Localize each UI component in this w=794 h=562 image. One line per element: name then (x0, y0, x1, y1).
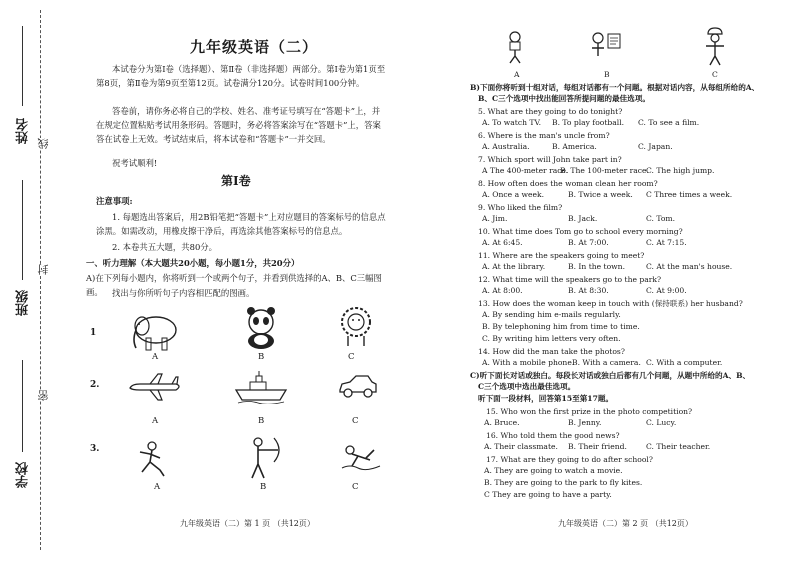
car-icon (338, 372, 378, 400)
option-b[interactable]: B. The 100-meter race. (560, 166, 649, 175)
archer-icon (244, 436, 284, 480)
option-label-a: A (514, 70, 520, 79)
option-b[interactable]: B. They are going to the park to fly kites. (484, 478, 643, 487)
question-number: 2. (90, 380, 100, 390)
part-c-direction: C)听下面长对话或独白。每段长对话或独白后都有几个问题，从题中所给的A、B、 (470, 371, 751, 380)
option-a[interactable]: A. Australia. (482, 142, 530, 151)
option-b[interactable]: B. Jenny. (568, 418, 602, 427)
part-c-direction-2: C三个选项中选出最佳选项。 (478, 382, 576, 391)
option-a[interactable]: A. At 6:45. (482, 238, 523, 247)
option-label-b: B (258, 416, 265, 426)
option-c[interactable]: C. At 9:00. (646, 286, 687, 295)
option-a[interactable]: A. Bruce. (484, 418, 520, 427)
option-c[interactable]: C. At 7:15. (646, 238, 687, 247)
part-a-direction-2: 找出与你所听句子内容相匹配的图画。 (112, 288, 255, 298)
option-b[interactable]: B. Jack. (568, 214, 598, 223)
option-label-c: C (348, 352, 355, 362)
page-footer: 九年级英语（二）第 2 页 （共12页） (558, 519, 693, 528)
option-c[interactable]: C. By writing him letters very often. (482, 334, 621, 343)
question-text: 17. What are they going to do after school? (486, 455, 653, 464)
seal-word-secret: 密 (37, 390, 50, 401)
note-2: 2. 本卷共五大题，共80分。 (112, 242, 218, 252)
question-text: 16. Who told them the good news? (486, 431, 620, 440)
option-c[interactable]: C They are going to have a party. (484, 490, 612, 499)
question-text: 12. What time will the speakers go to the park? (478, 275, 662, 284)
option-c[interactable]: C. The high jump. (646, 166, 715, 175)
option-c[interactable]: C. Tom. (646, 214, 676, 223)
option-a[interactable]: A. By sending him e-mails regularly. (482, 310, 621, 319)
question-text: 11. Where are the speakers going to meet? (478, 251, 645, 260)
question-text: 13. How does the woman keep in touch with (保持联系) her husband? (478, 299, 743, 308)
class-label: 班级 (16, 290, 31, 316)
option-c[interactable]: C Three times a week. (646, 190, 733, 199)
option-c[interactable]: C. At the man's house. (646, 262, 733, 271)
notes-title: 注意事项: (96, 196, 133, 206)
option-b[interactable]: B. By telephoning him from time to time. (482, 322, 640, 331)
option-a[interactable]: A. At 8:00. (482, 286, 523, 295)
note-1: 1. 每题选出答案后，用2B铅笔把“答题卡”上对应题目的答案标号的信息点涂黑。如需改动，用橡皮擦干净后，再选涂其他答案标号的信息点。 (96, 212, 386, 236)
option-label-b: B (260, 482, 267, 492)
option-a[interactable]: A. Jim. (482, 214, 508, 223)
part-b-direction-2: B、C三个选项中找出能回答所提问题的最佳选项。 (478, 94, 650, 103)
ship-icon (234, 370, 288, 404)
lion-icon (338, 306, 374, 348)
option-a[interactable]: A. They are going to watch a movie. (484, 466, 623, 475)
question-text: 5. What are they going to do tonight? (478, 107, 623, 116)
option-a[interactable]: A. To watch TV. (482, 118, 542, 127)
option-b[interactable]: B. At 7:00. (568, 238, 609, 247)
option-c[interactable]: C. Japan. (638, 142, 673, 151)
part-one-title: 一、听力理解（本大题共20小题，每小题1分，共20分） (86, 258, 300, 268)
student-writing-icon (588, 30, 622, 62)
seal-word-line: 线 (37, 138, 50, 149)
exam-wish: 祝考试顺利! (112, 158, 158, 168)
option-b[interactable]: B. Their friend. (568, 442, 627, 451)
school-field[interactable] (22, 360, 23, 452)
option-a[interactable]: A. At the library. (482, 262, 546, 271)
option-b[interactable]: B. To play football. (552, 118, 625, 127)
option-c[interactable]: C. Lucy. (646, 418, 677, 427)
airplane-icon (128, 372, 182, 402)
option-b[interactable]: B. In the town. (568, 262, 625, 271)
question-text: 15. Who won the first prize in the photo competition? (486, 407, 693, 416)
name-label: 姓名 (16, 118, 31, 144)
question-text: 10. What time does Tom go to school every morning? (478, 227, 683, 236)
option-a[interactable]: A. With a mobile phone. (482, 358, 575, 367)
option-b[interactable]: B. With a camera. (572, 358, 641, 367)
page-footer: 九年级英语（二）第 1 页 （共12页） (180, 519, 315, 528)
option-c[interactable]: C. With a computer. (646, 358, 723, 367)
exam-intro: 本试卷分为第Ⅰ卷（选择题）、第Ⅱ卷（非选择题）两部分。第Ⅰ卷为第1页至第8页，第Ⅱ卷为第9页至第12页。试卷满分120分。试卷时间100分钟。 (96, 64, 386, 88)
option-b[interactable]: B. At 8:30. (568, 286, 609, 295)
name-field[interactable] (22, 26, 23, 106)
question-text: 6. Where is the man's uncle from? (478, 131, 610, 140)
class-field[interactable] (22, 180, 23, 280)
part-b-direction: B)下面你将听到十组对话，每组对话都有一个问题。根据对话内容，从每组所给的A、 (470, 83, 760, 92)
question-number: 3. (90, 444, 100, 454)
option-b[interactable]: B. Twice a week. (568, 190, 633, 199)
option-c[interactable]: C. To see a film. (638, 118, 700, 127)
question-text: 9. Who liked the film? (478, 203, 563, 212)
question-text: 8. How often does the woman clean her room? (478, 179, 658, 188)
option-label-c: C (352, 482, 359, 492)
option-label-a: A (152, 416, 159, 426)
option-label-b: B (604, 70, 610, 79)
option-a[interactable]: A The 400-meter race. (482, 166, 569, 175)
runner-icon (134, 440, 174, 478)
question-text: 7. Which sport will John take part in? (478, 155, 622, 164)
option-label-a: A (152, 352, 159, 362)
seal-line (40, 10, 41, 550)
option-label-a: A (154, 482, 161, 492)
exam-title: 九年级英语（二） (190, 38, 319, 56)
part-a-direction: A)在下列每小题内，你将听到一个或两个句子，并看到供选择的A、B、C三幅图画。 (86, 273, 382, 297)
volume-title: 第Ⅰ卷 (221, 174, 251, 188)
question-text: 14. How did the man take the photos? (478, 347, 625, 356)
photographer-icon (502, 30, 528, 64)
option-c[interactable]: C. Their teacher. (646, 442, 711, 451)
exam-instructions: 答卷前，请你务必将自己的学校、姓名、准考证号填写在“答题卡”上，并在规定位置粘贴考试用条形码。答题时，务必将答案涂写在“答题卡”上，答案答在试卷上无效。考试结束后，将本试卷和“答题卡”一并交回。 (96, 106, 381, 144)
option-b[interactable]: B. America. (552, 142, 597, 151)
option-a[interactable]: A. Once a week. (482, 190, 545, 199)
question-number: 1 (90, 328, 97, 338)
option-label-c: C (352, 416, 359, 426)
chef-icon (700, 26, 730, 66)
panda-icon (240, 306, 282, 350)
option-label-c: C (712, 70, 718, 79)
swimmer-icon (340, 440, 382, 476)
elephant-icon (128, 310, 182, 352)
school-label: 学校 (16, 462, 31, 488)
option-label-b: B (258, 352, 265, 362)
option-a[interactable]: A. Their classmate. (484, 442, 558, 451)
seal-word-seal: 封 (37, 264, 50, 275)
part-c-direction-3: 听下面一段材料，回答第15至第17题。 (478, 394, 614, 403)
